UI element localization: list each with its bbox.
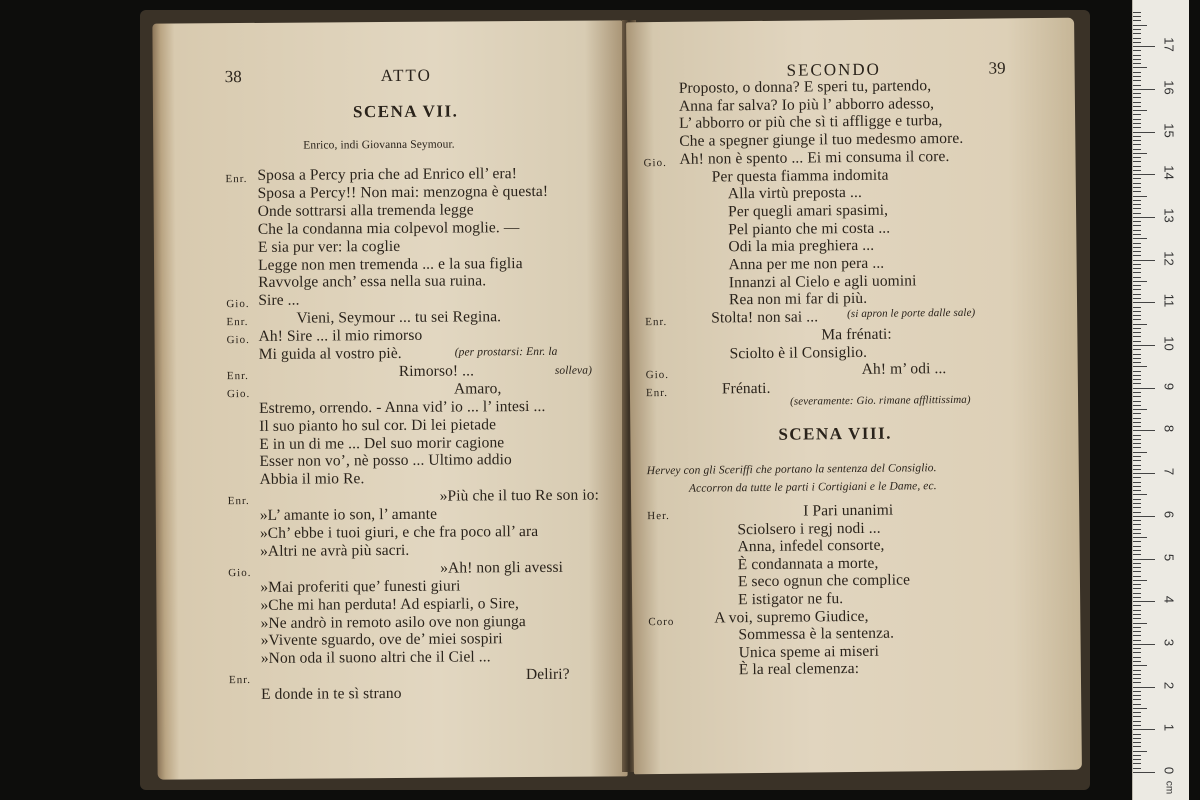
ruler-tick xyxy=(1133,302,1155,303)
verse-line: Anna far salva? Io più l’ abborro adesso, xyxy=(678,94,935,115)
speaker-label: Gio. xyxy=(226,387,251,400)
scene-cast: Hervey con gli Sceriffi che portano la sentenza del Consiglio. xyxy=(646,462,937,478)
ruler-tick xyxy=(1133,89,1155,90)
ruler-number: 0 xyxy=(1161,766,1177,775)
ruler-tick xyxy=(1133,426,1141,427)
ruler-tick xyxy=(1133,25,1147,26)
verse-line: Ah! non è spento ... Ei mi consuma il core. xyxy=(679,147,950,168)
ruler-tick xyxy=(1133,588,1141,589)
ruler-tick xyxy=(1133,456,1141,457)
ruler-tick xyxy=(1133,93,1141,94)
ruler-tick xyxy=(1133,644,1155,645)
verse-line: Sire ... xyxy=(258,291,300,310)
ruler-tick xyxy=(1133,349,1141,350)
ruler-tick xyxy=(1133,435,1141,436)
ruler-tick xyxy=(1133,33,1141,34)
ruler-tick xyxy=(1133,772,1155,773)
speaker-label: Gio. xyxy=(226,298,250,311)
ruler-tick xyxy=(1133,746,1141,747)
ruler-tick xyxy=(1133,537,1147,538)
ruler-tick xyxy=(1133,567,1141,568)
ruler-tick xyxy=(1133,490,1141,491)
ruler-tick xyxy=(1133,362,1141,363)
ruler-tick xyxy=(1133,311,1141,312)
ruler-tick xyxy=(1133,208,1141,209)
ruler-tick xyxy=(1133,503,1141,504)
ruler-tick xyxy=(1133,247,1141,248)
ruler-tick xyxy=(1133,559,1155,560)
ruler-tick xyxy=(1133,601,1155,602)
verse-line: Amaro, xyxy=(453,380,502,398)
ruler-tick xyxy=(1133,473,1155,474)
ruler-number: 2 xyxy=(1161,681,1177,689)
ruler-tick xyxy=(1133,533,1141,534)
ruler-tick xyxy=(1133,324,1147,325)
page-number: 38 xyxy=(224,67,242,87)
ruler-tick xyxy=(1133,712,1141,713)
verse-line: »Altri ne avrà più sacri. xyxy=(259,541,410,560)
ruler-number: 15 xyxy=(1161,122,1177,138)
ruler-tick xyxy=(1133,102,1141,103)
ruler-tick xyxy=(1133,665,1147,666)
ruler-tick xyxy=(1133,652,1141,653)
ruler-tick xyxy=(1133,576,1141,577)
verse-line: Abbia il mio Re. xyxy=(259,470,365,489)
ruler-tick xyxy=(1133,396,1141,397)
verse-line: E donde in te sì strano xyxy=(260,685,402,704)
ruler-tick xyxy=(1133,529,1141,530)
verse-line: Pel pianto che mi costa ... xyxy=(728,219,891,238)
ruler-tick xyxy=(1133,460,1141,461)
verse-line: Ma frénati: xyxy=(821,325,892,344)
ruler-tick xyxy=(1133,546,1141,547)
page-number: 39 xyxy=(988,58,1006,78)
verse-line: Sposa a Percy pria che ad Enrico ell’ era! xyxy=(257,165,518,184)
ruler-tick xyxy=(1133,465,1141,466)
ruler-tick xyxy=(1133,289,1141,290)
verse-line: L’ abborro or più che sì ti affligge e turba, xyxy=(679,112,943,133)
verse-line: Che a spegner giunge il tuo medesmo amore. xyxy=(679,129,964,150)
ruler-tick xyxy=(1133,221,1141,222)
ruler-tick xyxy=(1133,447,1141,448)
ruler-tick xyxy=(1133,59,1141,60)
ruler-tick xyxy=(1133,16,1141,17)
ruler-tick xyxy=(1133,251,1141,252)
ruler-tick xyxy=(1133,524,1141,525)
verse-line: »Più che il tuo Re son io: xyxy=(439,486,600,505)
left-page xyxy=(152,20,627,779)
ruler-tick xyxy=(1133,161,1141,162)
verse-line: È la real clemenza: xyxy=(738,660,860,679)
verse-line: »L’ amante io son, l’ amante xyxy=(259,505,438,525)
ruler-tick xyxy=(1133,132,1155,133)
verse-line: E in un di me ... Del suo morir cagione xyxy=(259,433,505,453)
ruler-tick xyxy=(1133,571,1141,572)
ruler-unit: cm xyxy=(1163,780,1175,795)
ruler-number: 10 xyxy=(1161,336,1177,351)
speaker-label: Enr. xyxy=(227,495,250,508)
ruler-tick xyxy=(1133,379,1141,380)
ruler-tick xyxy=(1133,332,1141,333)
verse-line: Sciolsero i regj nodi ... xyxy=(737,519,881,538)
speaker-label: Enr. xyxy=(228,674,252,687)
ruler-tick xyxy=(1133,281,1147,282)
ruler-tick xyxy=(1133,328,1141,329)
verse-line: E istigator ne fu. xyxy=(738,590,844,609)
ruler-tick xyxy=(1133,366,1147,367)
ruler-tick xyxy=(1133,401,1141,402)
measuring-ruler xyxy=(1132,0,1189,800)
speaker-label: Coro xyxy=(648,615,675,628)
ruler-tick xyxy=(1133,520,1141,521)
ruler-tick xyxy=(1133,507,1141,508)
ruler-tick xyxy=(1133,678,1141,679)
ruler-tick xyxy=(1133,170,1141,171)
ruler-tick xyxy=(1133,345,1155,346)
ruler-tick xyxy=(1133,494,1147,495)
ruler-number: 12 xyxy=(1161,250,1177,266)
verse-line: Frénati. xyxy=(721,379,771,398)
speaker-label: Gio. xyxy=(226,334,250,347)
ruler-tick xyxy=(1133,315,1141,316)
stage-direction: (per prostarsi: Enr. la xyxy=(454,345,558,359)
verse-line: Il suo pianto ho sul cor. Di lei pietade xyxy=(259,415,497,435)
ruler-tick xyxy=(1133,405,1141,406)
ruler-number: 7 xyxy=(1161,467,1177,476)
ruler-tick xyxy=(1133,708,1147,709)
ruler-tick xyxy=(1133,67,1147,68)
verse-line: Ravvolge anch’ essa nella sua ruina. xyxy=(258,272,487,292)
scene-title: SCENA VII. xyxy=(352,101,459,122)
ruler-tick xyxy=(1133,691,1141,692)
verse-line: Alla virtù preposta ... xyxy=(727,184,862,203)
stage-direction: (si apron le porte dalle sale) xyxy=(847,306,976,321)
ruler-tick xyxy=(1133,755,1141,756)
verse-line: Che la condanna mia colpevol moglie. — xyxy=(257,218,520,238)
ruler-tick xyxy=(1133,55,1141,56)
ruler-tick xyxy=(1133,430,1155,431)
ruler-tick xyxy=(1133,742,1141,743)
ruler-tick xyxy=(1133,640,1141,641)
ruler-number: 13 xyxy=(1161,208,1177,223)
verse-line: Stolta! non sai ... xyxy=(711,308,819,327)
ruler-tick xyxy=(1133,72,1141,73)
ruler-tick xyxy=(1133,260,1155,261)
ruler-tick xyxy=(1133,358,1141,359)
ruler-tick xyxy=(1133,648,1141,649)
verse-line: »Ah! non gli avessi xyxy=(440,558,564,577)
ruler-tick xyxy=(1133,336,1141,337)
ruler-tick xyxy=(1133,729,1155,730)
ruler-tick xyxy=(1133,413,1141,414)
ruler-tick xyxy=(1133,243,1141,244)
ruler-tick xyxy=(1133,268,1141,269)
ruler-tick xyxy=(1133,140,1141,141)
ruler-tick xyxy=(1133,516,1155,517)
speaker-label: Enr. xyxy=(645,316,668,329)
ruler-tick xyxy=(1133,674,1141,675)
verse-line: Innanzi al Cielo e agli uomini xyxy=(728,272,917,291)
ruler-tick xyxy=(1133,635,1141,636)
ruler-tick xyxy=(1133,136,1141,137)
ruler-tick xyxy=(1133,418,1141,419)
ruler-tick xyxy=(1133,554,1141,555)
ruler-tick xyxy=(1133,106,1141,107)
ruler-tick xyxy=(1133,294,1141,295)
speaker-label: Enr. xyxy=(226,369,249,383)
ruler-tick xyxy=(1133,149,1141,150)
ruler-tick xyxy=(1133,443,1141,444)
ruler-tick xyxy=(1133,409,1147,410)
ruler-tick xyxy=(1133,725,1141,726)
speaker-label: Gio. xyxy=(645,369,670,382)
ruler-tick xyxy=(1133,682,1141,683)
ruler-tick xyxy=(1133,383,1141,384)
verse-line: E sia pur ver: la coglie xyxy=(257,237,401,256)
ruler-tick xyxy=(1133,264,1141,265)
ruler-tick xyxy=(1133,751,1147,752)
ruler-tick xyxy=(1133,38,1141,39)
verse-line: Sommessa è la sentenza. xyxy=(738,624,895,644)
ruler-tick xyxy=(1133,631,1141,632)
ruler-tick xyxy=(1133,477,1141,478)
verse-line: »Che mi han perduta! Ad espiarli, o Sire, xyxy=(260,594,519,614)
ruler-tick xyxy=(1133,422,1141,423)
ruler-tick xyxy=(1133,230,1141,231)
verse-line: Anna, infedel consorte, xyxy=(737,536,885,556)
ruler-tick xyxy=(1133,695,1141,696)
verse-line: Ah! m’ odi ... xyxy=(861,360,947,379)
ruler-number: 4 xyxy=(1161,596,1177,604)
ruler-tick xyxy=(1133,716,1141,717)
ruler-tick xyxy=(1133,285,1141,286)
ruler-tick xyxy=(1133,127,1141,128)
ruler-tick xyxy=(1133,610,1141,611)
ruler-tick xyxy=(1133,605,1141,606)
ruler-tick xyxy=(1133,114,1141,115)
ruler-tick xyxy=(1133,763,1141,764)
ruler-tick xyxy=(1133,341,1141,342)
verse-line: Vieni, Seymour ... tu sei Regina. xyxy=(296,308,502,327)
ruler-tick xyxy=(1133,371,1141,372)
ruler-number: 16 xyxy=(1161,80,1177,95)
ruler-tick xyxy=(1133,768,1141,769)
ruler-tick xyxy=(1133,734,1141,735)
ruler-tick xyxy=(1133,272,1141,273)
verse-line: I Pari unanimi xyxy=(803,501,894,520)
speaker-label: Her. xyxy=(647,509,670,523)
ruler-tick xyxy=(1133,541,1141,542)
ruler-tick xyxy=(1133,307,1141,308)
ruler-tick xyxy=(1133,144,1141,145)
ruler-tick xyxy=(1133,187,1141,188)
speaker-label: Enr. xyxy=(645,386,669,400)
ruler-tick xyxy=(1133,392,1141,393)
ruler-tick xyxy=(1133,20,1141,21)
ruler-tick xyxy=(1133,721,1141,722)
ruler-tick xyxy=(1133,174,1155,175)
speaker-label: Enr. xyxy=(225,172,248,186)
ruler-tick xyxy=(1133,119,1141,120)
speaker-label: Enr. xyxy=(226,316,249,329)
scene-cast: Enrico, indi Giovanna Seymour. xyxy=(303,138,455,152)
verse-line: È condannata a morte, xyxy=(737,554,879,574)
verse-line: »Mai proferiti que’ funesti giuri xyxy=(260,577,461,596)
ruler-tick xyxy=(1133,204,1141,205)
ruler-tick xyxy=(1133,153,1147,154)
verse-line: Sposa a Percy!! Non mai: menzogna è questa! xyxy=(257,182,549,202)
verse-line: Legge non men tremenda ... e la sua figlia xyxy=(257,254,523,274)
verse-line: Onde sottrarsi alla tremenda legge xyxy=(257,201,474,220)
verse-line: Per questa fiamma indomita xyxy=(711,166,889,185)
ruler-number: 17 xyxy=(1161,37,1177,52)
ruler-tick xyxy=(1133,704,1141,705)
ruler-tick xyxy=(1133,123,1141,124)
ruler-tick xyxy=(1133,439,1141,440)
ruler-tick xyxy=(1133,225,1141,226)
ruler-tick xyxy=(1133,196,1147,197)
speaker-label: Gio. xyxy=(643,156,667,169)
ruler-tick xyxy=(1133,63,1141,64)
ruler-tick xyxy=(1133,563,1141,564)
speaker-label: Gio. xyxy=(228,566,252,579)
verse-line: »Ne andrò in remoto asilo ove non giunga xyxy=(260,612,526,632)
ruler-tick xyxy=(1133,234,1141,235)
ruler-tick xyxy=(1133,277,1141,278)
ruler-tick xyxy=(1133,593,1141,594)
ruler-tick xyxy=(1133,217,1155,218)
verse-line: Odi la mia preghiera ... xyxy=(728,237,875,256)
ruler-tick xyxy=(1133,50,1141,51)
ruler-tick xyxy=(1133,618,1141,619)
ruler-tick xyxy=(1133,183,1141,184)
ruler-tick xyxy=(1133,46,1155,47)
ruler-number: 9 xyxy=(1161,382,1177,390)
ruler-tick xyxy=(1133,12,1141,13)
ruler-tick xyxy=(1133,110,1147,111)
ruler-tick xyxy=(1133,200,1141,201)
ruler-tick xyxy=(1133,699,1141,700)
verse-line: Rimorso! ... xyxy=(398,362,475,380)
verse-line: Deliri? xyxy=(525,665,570,684)
ruler-tick xyxy=(1133,627,1141,628)
verse-line: Anna per me non pera ... xyxy=(728,254,885,274)
verse-line: Sciolto è il Consiglio. xyxy=(729,343,868,362)
ruler-tick xyxy=(1133,661,1141,662)
verse-line: Estremo, orrendo. - Anna vid’ io ... l’ intesi ... xyxy=(258,397,546,417)
ruler-number: 11 xyxy=(1161,294,1177,308)
ruler-tick xyxy=(1133,85,1141,86)
ruler-tick xyxy=(1133,375,1141,376)
ruler-tick xyxy=(1133,298,1141,299)
ruler-tick xyxy=(1133,512,1141,513)
ruler-number: 14 xyxy=(1161,165,1177,180)
running-head: ATTO xyxy=(380,65,432,86)
ruler-number: 6 xyxy=(1161,510,1177,518)
ruler-tick xyxy=(1133,687,1155,688)
scene-title: SCENA VIII. xyxy=(778,423,893,444)
ruler-tick xyxy=(1133,580,1147,581)
ruler-tick xyxy=(1133,238,1147,239)
ruler-tick xyxy=(1133,550,1141,551)
ruler-tick xyxy=(1133,482,1141,483)
ruler-number: 1 xyxy=(1161,724,1177,732)
ruler-tick xyxy=(1133,486,1141,487)
ruler-number: 3 xyxy=(1161,638,1177,646)
verse-line: A voi, supremo Giudice, xyxy=(714,607,869,627)
stage-direction: solleva) xyxy=(554,364,593,377)
right-page xyxy=(626,18,1082,775)
verse-line: Proposto, o donna? E speri tu, partendo, xyxy=(678,77,932,97)
ruler-tick xyxy=(1133,97,1141,98)
ruler-tick xyxy=(1133,657,1141,658)
ruler-tick xyxy=(1133,623,1147,624)
ruler-tick xyxy=(1133,499,1141,500)
running-head: SECONDO xyxy=(786,59,881,80)
verse-line: Esser non vo’, nè posso ... Ultimo addio xyxy=(259,451,512,471)
ruler-tick xyxy=(1133,452,1147,453)
verse-line: »Non oda il suono altri che il Ciel ... xyxy=(260,648,491,668)
ruler-tick xyxy=(1133,166,1141,167)
ruler-tick xyxy=(1133,614,1141,615)
ruler-tick xyxy=(1133,42,1141,43)
verse-line: Per quegli amari spasimi, xyxy=(727,201,889,221)
ruler-tick xyxy=(1133,29,1141,30)
ruler-number: 5 xyxy=(1161,553,1177,561)
verse-line: Rea non mi far di più. xyxy=(728,290,868,309)
ruler-tick xyxy=(1133,738,1141,739)
ruler-tick xyxy=(1133,191,1141,192)
verse-line: Unica speme ai miseri xyxy=(738,642,880,662)
ruler-tick xyxy=(1133,178,1141,179)
ruler-tick xyxy=(1133,80,1141,81)
ruler-tick xyxy=(1133,319,1141,320)
ruler-tick xyxy=(1133,759,1141,760)
verse-line: E seco ognun che complice xyxy=(737,571,911,591)
verse-line: Ah! Sire ... il mio rimorso xyxy=(258,326,423,346)
ruler-tick xyxy=(1133,584,1141,585)
verse-line: Mi guida al vostro piè. xyxy=(258,344,402,363)
ruler-tick xyxy=(1133,76,1141,77)
scene-cast: Accorron da tutte le parti i Cortigiani e le Dame, ec. xyxy=(688,480,937,495)
ruler-tick xyxy=(1133,597,1141,598)
verse-line: »Vivente sguardo, ove de’ miei sospiri xyxy=(260,630,503,650)
ruler-tick xyxy=(1133,388,1155,389)
ruler-tick xyxy=(1133,469,1141,470)
stage-direction: (severamente: Gio. rimane afflittissima) xyxy=(789,393,971,408)
ruler-tick xyxy=(1133,354,1141,355)
ruler-tick xyxy=(1133,670,1141,671)
ruler-tick xyxy=(1133,157,1141,158)
verse-line: »Ch’ ebbe i tuoi giuri, e che fra poco all’ ara xyxy=(259,522,539,542)
ruler-tick xyxy=(1133,213,1141,214)
ruler-number: 8 xyxy=(1161,425,1177,433)
ruler-tick xyxy=(1133,255,1141,256)
